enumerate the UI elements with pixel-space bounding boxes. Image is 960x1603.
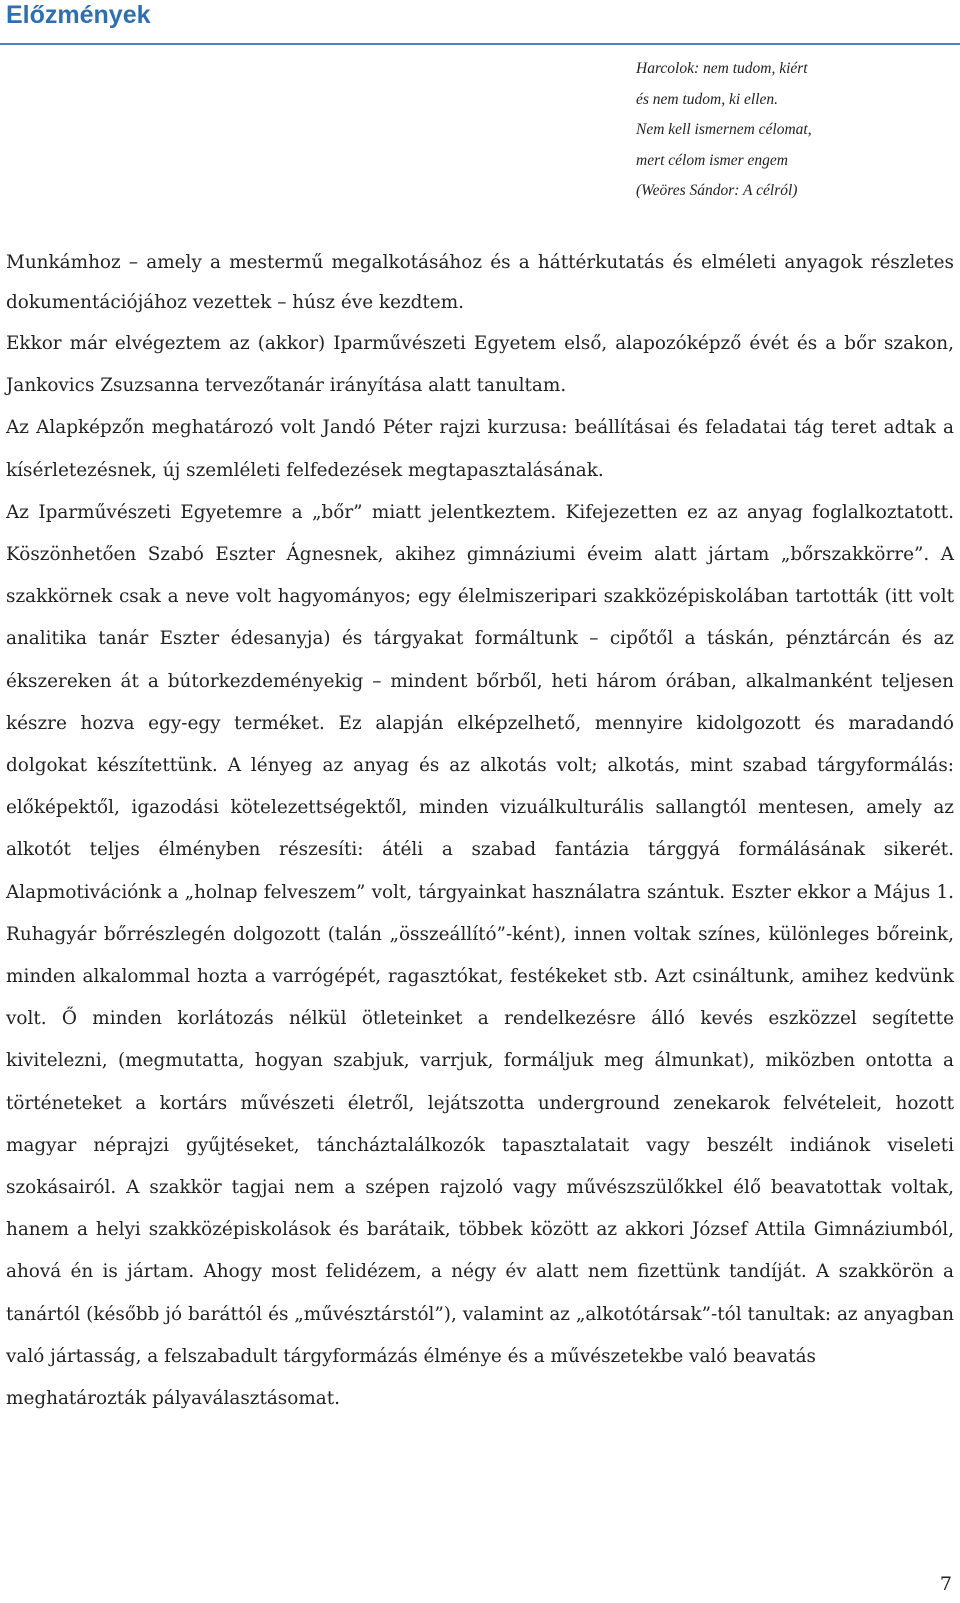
epigraph-line: Harcolok: nem tudom, kiért — [636, 60, 808, 77]
epigraph-attribution: (Weöres Sándor: A célról) — [636, 182, 798, 199]
page-number: 7 — [939, 1573, 952, 1595]
page-heading: Előzmények — [6, 1, 151, 29]
heading-section — [0, 0, 960, 46]
paragraph: Munkámhoz – amely a mestermű megalkotásához és a háttérkutatás és elméleti anyagok részletes dokumentációjához vezettek – húsz éve kezdtem. — [6, 252, 954, 313]
epigraph-line: mert célom ismer engem — [636, 151, 788, 169]
epigraph — [636, 54, 936, 207]
epigraph-line: és nem tudom, ki ellen. — [636, 90, 779, 108]
paragraph: Az Alapképzőn meghatározó volt Jandó Péter rajzi kurzusa: beállításai és feladatai tág teret adtak a kísérletezésnek, új szemléleti felfedezések megtapasztalásának. — [6, 417, 954, 481]
paragraph-closing: meghatározták pályaválasztásomat. — [6, 1388, 340, 1410]
epigraph-line: Nem kell ismernem célomat, — [636, 121, 812, 138]
heading-underline — [0, 43, 960, 45]
paragraph: Az Iparművészeti Egyetemre a „bőr” miatt jelentkeztem. Kifejezetten ez az anyag foglalkoztatott. Köszönhetően Szabó Eszter Ágnesnek, akihez gimnáziumi éveim alatt jártam „bőrszakkörre”. A szakkörnek csak a neve volt hagyományos; egy élelmiszeripari szakközépiskolában tartották (itt volt analitika tanár Eszter édesanyja) és tárgyakat formáltunk – cipőtől a táskán, pénztárcán és az ékszereken át a bútorkezdeményekig – mindent bőrből, heti három órában, alkalmanként teljesen készre hozva egy-egy terméket. Ez alapján elképzelhető, mennyire kidolgozott és maradandó dolgokat készítettünk. A lényeg az anyag és az alkotás volt; alkotás, mint szabad tárgyformálás: előképektől, igazodási kötelezettségektől, minden vizuálkulturális sallangtól mentesen, amely az alkotót teljes élményben részesíti: átéli a szabad fantázia tárggyá formálásának sikerét. Alapmotivációnk a „holnap felveszem” volt, tárgyainkat használatra szántuk. Eszter ekkor a Május 1. Ruhagyár bőrrészlegén dolgozott (talán „összeállító”-ként), innen voltak színes, különleges bőreink, minden alkalommal hozta a varrógépét, ragasztókat, festékeket stb. Azt csináltunk, amihez kedvünk volt. Ő minden korlátozás nélkül ötleteinket a rendelkezésre álló kevés eszközzel segítette kivitelezni, (megmutatta, hogyan szabjuk, varrjuk, formáljuk meg álmunkat), miközben ontotta a történeteket a kortárs művészeti életről, lejátszotta underground zenekarok felvételeit, hozott magyar néprajzi gyűjtéseket, táncháztalálkozók tapasztalatait vagy beszélt indiánok viseleti szokásairól. A szakkör tagjai nem a szépen rajzoló vagy művészszülőkkel élő beavatottak voltak, hanem a helyi szakközépiskolások és barátaik, többek között az akkori József Attila Gimnáziumból, ahová én is jártam. Ahogy most felidézem, a négy év alatt nem fizettünk tandíját. A szakkörön a tanártól (később jó baráttól és „művésztárstól”), valamint az „alkotótársak”-tól tanultak: az anyagban való jártasság, a felszabadult tárgyformázás élménye és a művészetekbe való beavatás — [6, 501, 954, 1367]
body-text — [6, 243, 954, 1420]
paragraph: Ekkor már elvégeztem az (akkor) Iparművészeti Egyetem első, alapozóképző évét és a bőr szakon, Jankovics Zsuzsanna tervezőtanár irányítása alatt tanultam. — [6, 333, 954, 397]
